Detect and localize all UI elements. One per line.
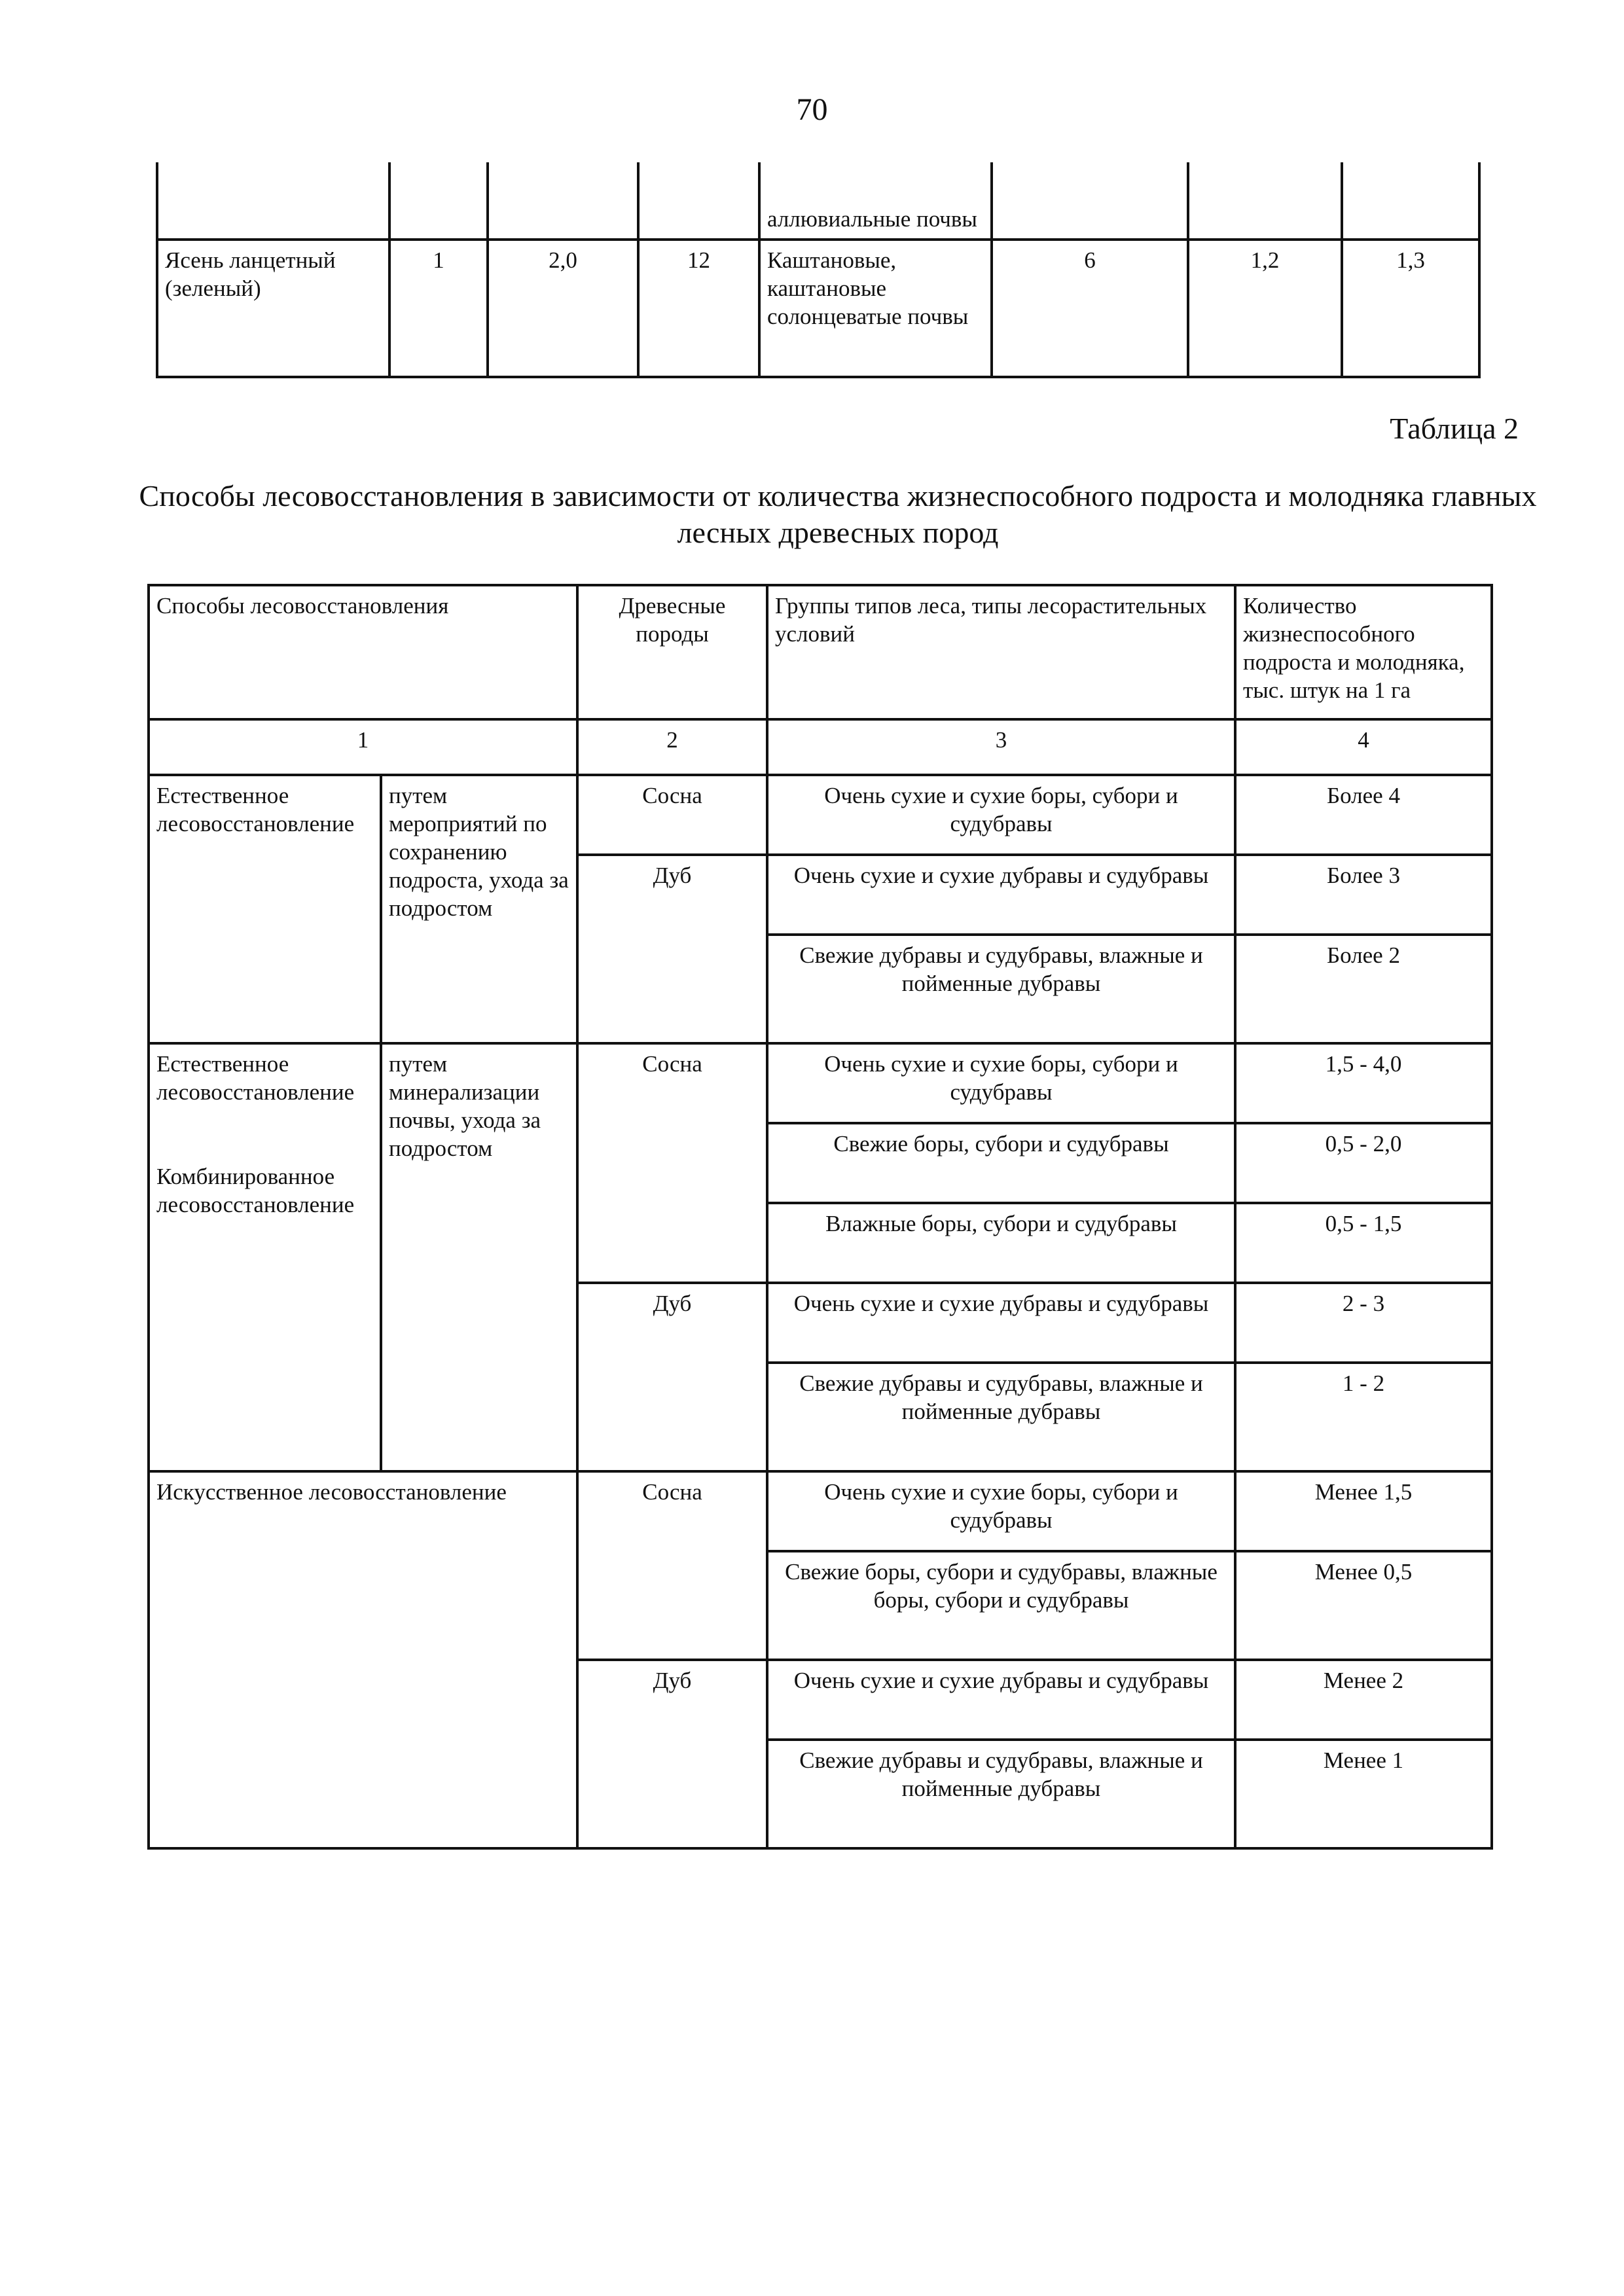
submethod-cell: путем минерализации почвы, ухода за подростом: [381, 1043, 577, 1471]
quantity-cell: 1 - 2: [1235, 1363, 1492, 1471]
conditions-cell: Очень сухие и сухие боры, субори и судубравы: [767, 1043, 1235, 1123]
table-row: [157, 162, 1479, 240]
conditions-cell: Очень сухие и сухие боры, субори и судубравы: [767, 775, 1235, 855]
method-cell: Естественное лесовосстановление: [149, 775, 381, 1043]
species-cell: Дуб: [577, 855, 767, 1043]
quantity-cell: Менее 0,5: [1235, 1551, 1492, 1660]
conditions-cell: Свежие боры, субори и судубравы: [767, 1123, 1235, 1203]
table-cell: [1188, 162, 1342, 240]
page-number: 70: [796, 92, 828, 127]
species-cell: Сосна: [577, 1471, 767, 1660]
method-cell: Искусственное лесовосстановление: [149, 1471, 577, 1848]
table-title: Способы лесовосстановления в зависимости от количества жизнеспособного подроста и молодняка главных лесных древесных пород: [139, 479, 1537, 549]
header-groups: Группы типов леса, типы лесорастительных условий: [767, 585, 1235, 719]
table-cell: 1,3: [1342, 240, 1479, 377]
conditions-cell: Очень сухие и сухие боры, субори и судубравы: [767, 1471, 1235, 1551]
header-species: Древесные породы: [577, 585, 767, 719]
column-number: 3: [767, 719, 1235, 775]
table-row: [149, 775, 1492, 855]
quantity-cell: 2 - 3: [1235, 1283, 1492, 1363]
table-cell: Ясень ланцетный (зеленый): [157, 240, 389, 377]
method-cell: [149, 1043, 381, 1471]
conditions-cell: Очень сухие и сухие дубравы и судубравы: [767, 855, 1235, 935]
table-cell: 2,0: [488, 240, 638, 377]
table-cell: Каштановые, каштановые солонцеватые почвы: [759, 240, 992, 377]
species-cell: Дуб: [577, 1283, 767, 1471]
species-cell: Сосна: [577, 1043, 767, 1283]
header-quantity: Количество жизнеспособного подроста и молодняка, тыс. штук на 1 га: [1235, 585, 1492, 719]
quantity-cell: Более 4: [1235, 775, 1492, 855]
column-number: 2: [577, 719, 767, 775]
table-label: Таблица 2: [1390, 412, 1519, 445]
quantity-cell: Более 3: [1235, 855, 1492, 935]
quantity-cell: Менее 2: [1235, 1660, 1492, 1740]
species-cell: Дуб: [577, 1660, 767, 1848]
conditions-cell: Влажные боры, субори и судубравы: [767, 1203, 1235, 1283]
conditions-cell: Свежие дубравы и судубравы, влажные и пойменные дубравы: [767, 1363, 1235, 1471]
table-cell: [157, 162, 389, 240]
table-cell: [992, 162, 1188, 240]
table-cell: [1342, 162, 1479, 240]
main-table: [147, 584, 1493, 1850]
quantity-cell: 1,5 - 4,0: [1235, 1043, 1492, 1123]
conditions-cell: Свежие дубравы и судубравы, влажные и пойменные дубравы: [767, 935, 1235, 1043]
column-number: 4: [1235, 719, 1492, 775]
table-row: [149, 1471, 1492, 1551]
header-methods: Способы лесовосстановления: [149, 585, 577, 719]
submethod-cell: путем мероприятий по сохранению подроста, ухода за подростом: [381, 775, 577, 1043]
table-cell: 6: [992, 240, 1188, 377]
conditions-cell: Свежие боры, субори и судубравы, влажные боры, субори и судубравы: [767, 1551, 1235, 1660]
method-alt-text: Комбинированное лесовосстановление: [156, 1164, 355, 1217]
species-cell: Сосна: [577, 775, 767, 855]
table-cell: [638, 162, 759, 240]
quantity-cell: 0,5 - 2,0: [1235, 1123, 1492, 1203]
conditions-cell: Свежие дубравы и судубравы, влажные и пойменные дубравы: [767, 1740, 1235, 1848]
quantity-cell: Менее 1,5: [1235, 1471, 1492, 1551]
column-number: 1: [149, 719, 577, 775]
table-cell: [488, 162, 638, 240]
continuation-table: [156, 162, 1481, 378]
conditions-cell: Очень сухие и сухие дубравы и судубравы: [767, 1283, 1235, 1363]
quantity-cell: Более 2: [1235, 935, 1492, 1043]
header-row: [149, 585, 1492, 719]
quantity-cell: Менее 1: [1235, 1740, 1492, 1848]
table-row: [157, 240, 1479, 377]
table-cell: аллювиальные почвы: [759, 162, 992, 240]
table-cell: 1,2: [1188, 240, 1342, 377]
table-cell: [389, 162, 488, 240]
conditions-cell: Очень сухие и сухие дубравы и судубравы: [767, 1660, 1235, 1740]
quantity-cell: 0,5 - 1,5: [1235, 1203, 1492, 1283]
table-cell: 1: [389, 240, 488, 377]
table-cell: 12: [638, 240, 759, 377]
method-text: Естественное лесовосстановление: [156, 1051, 355, 1105]
table-row: [149, 1043, 1492, 1123]
column-number-row: [149, 719, 1492, 775]
